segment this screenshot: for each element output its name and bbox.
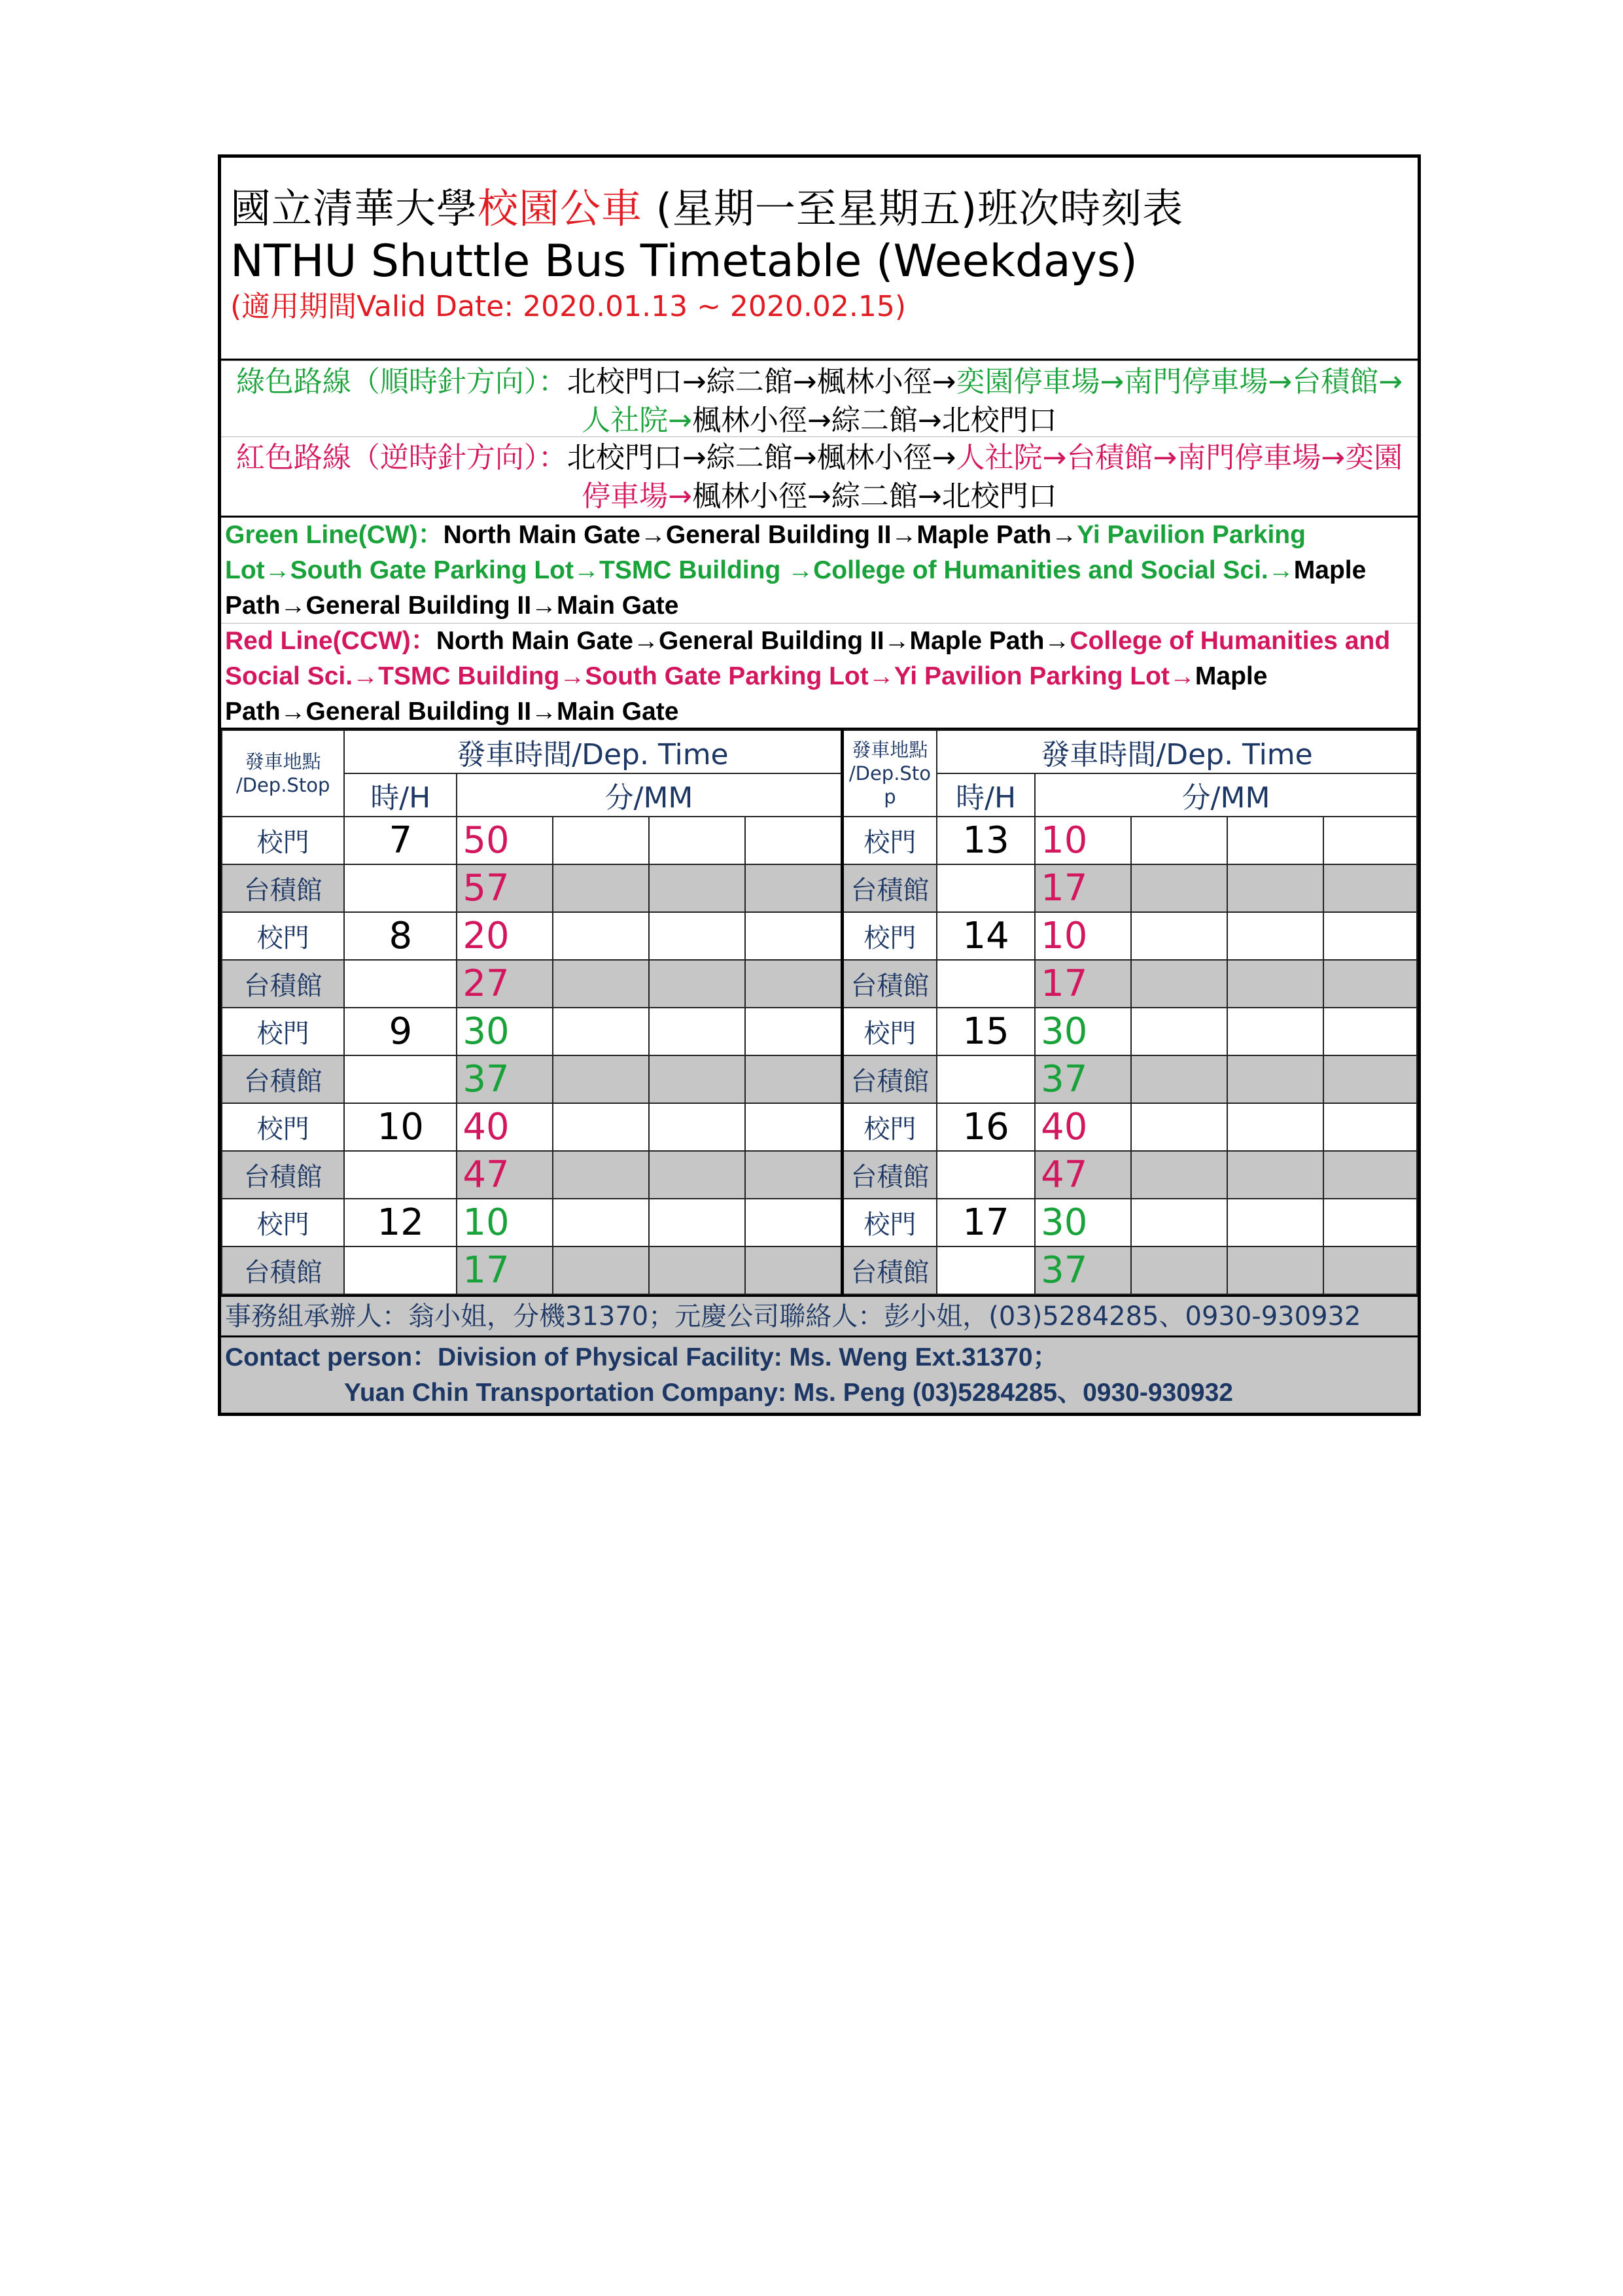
minute-cell: 40 [1035, 1103, 1131, 1151]
stop-gate: 校門 [842, 1008, 937, 1055]
empty-minute-cell [745, 960, 842, 1008]
empty-minute-cell [553, 817, 649, 864]
table-row [222, 960, 1417, 1008]
empty-minute-cell [553, 1246, 649, 1294]
empty-minute-cell [553, 1055, 649, 1103]
minute-cell: 40 [457, 1103, 553, 1151]
green-route-zh-seg1: 北校門口→綜二館→楓林小徑→ [567, 365, 956, 398]
hour-cell-blank [344, 960, 457, 1008]
empty-minute-cell [1323, 1246, 1417, 1294]
empty-minute-cell [649, 817, 745, 864]
table-row [222, 1055, 1417, 1103]
empty-minute-cell [1323, 912, 1417, 960]
stop-tsmc: 台積館 [222, 960, 344, 1008]
stop-gate: 校門 [842, 912, 937, 960]
dep-stop-header-right-en-tail: p [884, 786, 896, 808]
empty-minute-cell [1323, 1055, 1417, 1103]
red-route-zh-seg3: 楓林小徑→綜二館→北校門口 [692, 480, 1057, 513]
stop-tsmc: 台積館 [222, 1151, 344, 1199]
red-route-en [221, 624, 1418, 730]
empty-minute-cell [1227, 1199, 1323, 1246]
contact-line-1: Contact person：Division of Physical Facility: Ms. Weng Ext.31370； [225, 1343, 1058, 1371]
green-route-zh-seg3: 楓林小徑→綜二館→北校門口 [692, 404, 1057, 437]
hour-cell: 14 [937, 912, 1035, 960]
green-route-en-label: Green Line(CW)： [225, 521, 444, 549]
green-route-zh [221, 361, 1418, 437]
empty-minute-cell [1131, 1151, 1227, 1199]
table-header-row-2 [222, 773, 1417, 817]
dep-stop-header-right [842, 730, 937, 817]
empty-minute-cell [553, 1103, 649, 1151]
empty-minute-cell [1323, 960, 1417, 1008]
stop-tsmc: 台積館 [222, 1055, 344, 1103]
minute-cell: 37 [457, 1055, 553, 1103]
red-route-zh-label: 紅色路線（逆時針方向）： [236, 441, 567, 474]
green-route-en-seg1: North Main Gate→General Building II→Maple Path→ [443, 521, 1077, 549]
stop-gate: 校門 [222, 817, 344, 864]
red-route-en-seg3: Maple Path→General Building II→Main Gate [225, 662, 1268, 726]
empty-minute-cell [649, 1199, 745, 1246]
dep-stop-header-left-en: /Dep.Stop [236, 774, 330, 796]
minute-cell: 10 [457, 1199, 553, 1246]
empty-minute-cell [553, 864, 649, 912]
empty-minute-cell [1323, 1151, 1417, 1199]
minute-cell: 17 [1035, 960, 1131, 1008]
hour-cell-blank [937, 1151, 1035, 1199]
stop-tsmc: 台積館 [842, 1151, 937, 1199]
minute-cell: 57 [457, 864, 553, 912]
empty-minute-cell [1323, 1103, 1417, 1151]
empty-minute-cell [1227, 1055, 1323, 1103]
table-row [222, 1246, 1417, 1294]
empty-minute-cell [745, 1199, 842, 1246]
empty-minute-cell [1323, 817, 1417, 864]
empty-minute-cell [649, 864, 745, 912]
empty-minute-cell [1227, 817, 1323, 864]
title-zh [230, 184, 1418, 234]
stop-gate: 校門 [842, 1199, 937, 1246]
routes-en [221, 518, 1418, 730]
hour-cell: 13 [937, 817, 1035, 864]
hour-header-left: 時/H [344, 773, 457, 817]
stop-tsmc: 台積館 [842, 960, 937, 1008]
stop-tsmc: 台積館 [222, 1246, 344, 1294]
table-row [222, 912, 1417, 960]
hour-cell-blank [344, 1246, 457, 1294]
minute-header-left: 分/MM [457, 773, 842, 817]
stop-gate: 校門 [222, 1199, 344, 1246]
green-route-en-seg2: Yi Pavilion Parking Lot→South Gate Parking Lot→TSMC Building →College of Humanities and Social Sci.→ [225, 521, 1306, 584]
red-route-zh-seg2: 人社院→台積館→南門停車場→奕園停車場→ [582, 441, 1403, 513]
hour-cell-blank [344, 1151, 457, 1199]
stop-tsmc: 台積館 [842, 864, 937, 912]
hour-header-right: 時/H [937, 773, 1035, 817]
minute-cell: 37 [1035, 1055, 1131, 1103]
minute-cell: 10 [1035, 817, 1131, 864]
hour-cell: 8 [344, 912, 457, 960]
stop-tsmc: 台積館 [842, 1246, 937, 1294]
hour-cell: 17 [937, 1199, 1035, 1246]
green-route-zh-label: 綠色路線（順時針方向）： [236, 365, 567, 398]
hour-cell-blank [937, 960, 1035, 1008]
red-route-zh-seg1: 北校門口→綜二館→楓林小徑→ [567, 441, 956, 474]
empty-minute-cell [1323, 1199, 1417, 1246]
minute-cell: 37 [1035, 1246, 1131, 1294]
empty-minute-cell [1227, 864, 1323, 912]
contact-note-en [221, 1335, 1418, 1413]
empty-minute-cell [1131, 1246, 1227, 1294]
minute-cell: 17 [1035, 864, 1131, 912]
minute-cell: 47 [1035, 1151, 1131, 1199]
empty-minute-cell [649, 1055, 745, 1103]
empty-minute-cell [1131, 1103, 1227, 1151]
contact-line-2: Yuan Chin Transportation Company: Ms. Peng (03)5284285、0930-930932 [344, 1379, 1233, 1407]
dep-time-header-left: 發車時間/Dep. Time [344, 730, 842, 773]
title-en: NTHU Shuttle Bus Timetable (Weekdays) [230, 236, 1138, 287]
empty-minute-cell [745, 1055, 842, 1103]
empty-minute-cell [1323, 864, 1417, 912]
red-route-en-label: Red Line(CCW)： [225, 627, 436, 655]
hour-cell-blank [937, 1246, 1035, 1294]
timetable-sheet [218, 154, 1421, 1416]
contact-note-zh: 事務組承辦人：翁小姐，分機31370；元慶公司聯絡人：彭小姐，(03)5284285、0930-930932 [221, 1295, 1418, 1335]
table-header-row-1 [222, 730, 1417, 773]
stop-gate: 校門 [222, 1008, 344, 1055]
empty-minute-cell [553, 960, 649, 1008]
empty-minute-cell [745, 1008, 842, 1055]
hour-cell: 12 [344, 1199, 457, 1246]
valid-date-zh: (適用期間 [230, 290, 357, 323]
table-row [222, 1151, 1417, 1199]
minute-cell: 10 [1035, 912, 1131, 960]
green-route-en [221, 518, 1418, 624]
valid-date [230, 289, 1418, 325]
empty-minute-cell [745, 864, 842, 912]
stop-tsmc: 台積館 [222, 864, 344, 912]
red-route-en-seg2: College of Humanities and Social Sci.→TSMC Building→South Gate Parking Lot→Yi Pavilion Parking Lot→ [225, 627, 1391, 690]
empty-minute-cell [553, 1008, 649, 1055]
empty-minute-cell [1227, 1008, 1323, 1055]
hour-cell-blank [937, 1055, 1035, 1103]
empty-minute-cell [649, 1151, 745, 1199]
empty-minute-cell [1323, 1008, 1417, 1055]
hour-cell-blank [344, 864, 457, 912]
minute-header-right: 分/MM [1035, 773, 1417, 817]
empty-minute-cell [745, 817, 842, 864]
empty-minute-cell [1131, 864, 1227, 912]
empty-minute-cell [553, 1151, 649, 1199]
title-zh-university: 國立清華大學 [230, 185, 478, 232]
empty-minute-cell [1227, 1103, 1323, 1151]
empty-minute-cell [745, 912, 842, 960]
hour-cell: 7 [344, 817, 457, 864]
minute-cell: 30 [1035, 1199, 1131, 1246]
empty-minute-cell [649, 1103, 745, 1151]
stop-gate: 校門 [222, 1103, 344, 1151]
empty-minute-cell [649, 960, 745, 1008]
minute-cell: 50 [457, 817, 553, 864]
empty-minute-cell [1227, 912, 1323, 960]
valid-date-en: Valid Date: 2020.01.13 ~ 2020.02.15) [357, 290, 907, 323]
empty-minute-cell [1131, 1008, 1227, 1055]
stop-gate: 校門 [842, 1103, 937, 1151]
green-route-zh-seg2: 奕園停車場→南門停車場→台積館→人社院→ [582, 365, 1403, 437]
title-block [221, 158, 1418, 361]
empty-minute-cell [1131, 960, 1227, 1008]
minute-cell: 30 [457, 1008, 553, 1055]
empty-minute-cell [1227, 960, 1323, 1008]
stop-tsmc: 台積館 [842, 1055, 937, 1103]
empty-minute-cell [1131, 817, 1227, 864]
routes-zh [221, 361, 1418, 518]
empty-minute-cell [1227, 1151, 1323, 1199]
dep-stop-header-left-zh: 發車地點 [245, 751, 321, 773]
minute-cell: 17 [457, 1246, 553, 1294]
empty-minute-cell [745, 1151, 842, 1199]
hour-cell: 9 [344, 1008, 457, 1055]
minute-cell: 30 [1035, 1008, 1131, 1055]
hour-cell-blank [344, 1055, 457, 1103]
empty-minute-cell [649, 1246, 745, 1294]
table-row [222, 864, 1417, 912]
empty-minute-cell [1131, 912, 1227, 960]
table-row [222, 1199, 1417, 1246]
hour-cell: 15 [937, 1008, 1035, 1055]
red-route-zh [221, 437, 1418, 516]
green-route-en-seg3: Maple Path→General Building II→Main Gate [225, 556, 1367, 620]
table-row [222, 817, 1417, 864]
stop-gate: 校門 [222, 912, 344, 960]
dep-time-header-right: 發車時間/Dep. Time [937, 730, 1417, 773]
empty-minute-cell [553, 912, 649, 960]
dep-stop-header-right-en: /Dep.Sto [848, 762, 931, 785]
empty-minute-cell [745, 1103, 842, 1151]
hour-cell: 10 [344, 1103, 457, 1151]
dep-stop-header-right-zh: 發車地點 [852, 739, 928, 761]
empty-minute-cell [1227, 1246, 1323, 1294]
table-row [222, 1103, 1417, 1151]
title-zh-weekday-timetable: (星期一至星期五)班次時刻表 [642, 185, 1184, 232]
hour-cell: 16 [937, 1103, 1035, 1151]
hour-cell-blank [937, 864, 1035, 912]
minute-cell: 47 [457, 1151, 553, 1199]
empty-minute-cell [649, 912, 745, 960]
empty-minute-cell [1131, 1055, 1227, 1103]
empty-minute-cell [553, 1199, 649, 1246]
minute-cell: 20 [457, 912, 553, 960]
title-zh-campus-bus: 校園公車 [478, 185, 643, 232]
empty-minute-cell [649, 1008, 745, 1055]
empty-minute-cell [745, 1246, 842, 1294]
minute-cell: 27 [457, 960, 553, 1008]
stop-gate: 校門 [842, 817, 937, 864]
empty-minute-cell [1131, 1199, 1227, 1246]
timetable [221, 730, 1418, 1295]
red-route-en-seg1: North Main Gate→General Building II→Maple Path→ [436, 627, 1070, 655]
dep-stop-header-left [222, 730, 344, 817]
table-row [222, 1008, 1417, 1055]
